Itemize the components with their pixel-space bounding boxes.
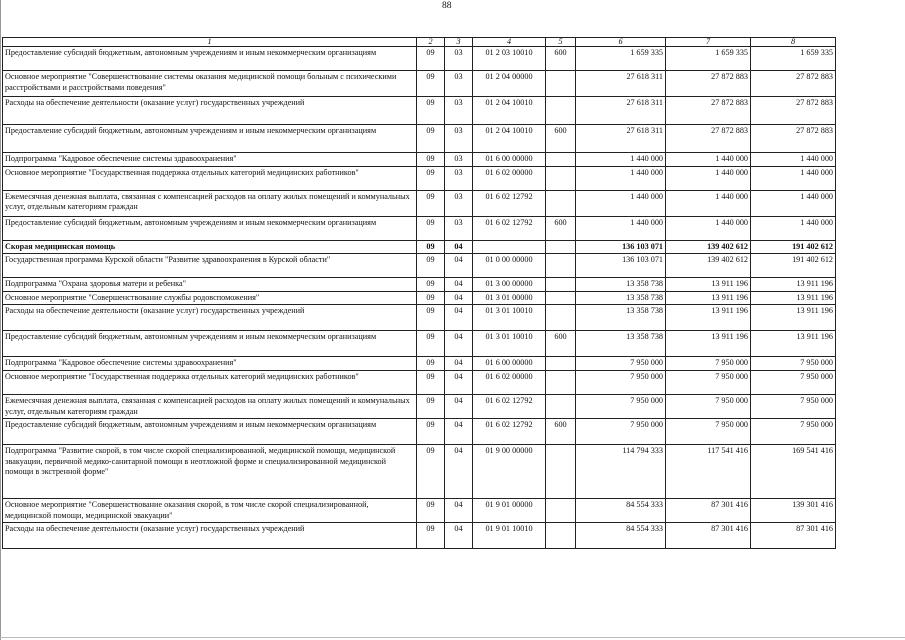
cell-subsection: 04 — [445, 523, 473, 549]
cell-expense-type — [546, 153, 576, 167]
cell-section: 09 — [417, 240, 445, 254]
cell-expense-type — [546, 445, 576, 499]
cell-amount-3: 13 911 196 — [751, 291, 836, 305]
cell-amount-2: 13 911 196 — [666, 305, 751, 331]
cell-amount-3: 27 872 883 — [751, 71, 836, 97]
cell-expense-type — [546, 190, 576, 216]
cell-amount-1: 27 618 311 — [576, 71, 666, 97]
cell-section: 09 — [417, 166, 445, 190]
cell-expense-type — [546, 97, 576, 125]
table-row — [3, 278, 836, 292]
cell-name: Ежемесячная денежная выплата, связанная с компенсацией расходов на оплату жилых помещений и коммунальных услуг, отдельным категориям граждан — [3, 190, 417, 216]
cell-amount-3: 13 911 196 — [751, 305, 836, 331]
cell-target-article: 01 2 04 10010 — [473, 97, 546, 125]
cell-amount-3: 139 301 416 — [751, 499, 836, 523]
cell-amount-1: 13 358 738 — [576, 291, 666, 305]
cell-name: Государственная программа Курской области "Развитие здравоохранения в Курской области" — [3, 254, 417, 278]
cell-subsection: 04 — [445, 445, 473, 499]
cell-subsection: 03 — [445, 216, 473, 240]
cell-amount-1: 136 103 071 — [576, 240, 666, 254]
cell-amount-3: 1 440 000 — [751, 153, 836, 167]
cell-amount-1: 7 950 000 — [576, 419, 666, 445]
cell-section: 09 — [417, 97, 445, 125]
cell-target-article: 01 6 00 00000 — [473, 357, 546, 371]
cell-amount-1: 1 659 335 — [576, 47, 666, 71]
cell-amount-1: 7 950 000 — [576, 357, 666, 371]
table-row — [3, 394, 836, 418]
cell-amount-2: 139 402 612 — [666, 240, 751, 254]
cell-target-article: 01 6 02 12792 — [473, 216, 546, 240]
cell-expense-type: 600 — [546, 331, 576, 357]
cell-name: Ежемесячная денежная выплата, связанная с компенсацией расходов на оплату жилых помещений и коммунальных услуг, отдельным категориям граждан — [3, 394, 417, 418]
header-col-5: 5 — [546, 38, 576, 47]
table-row — [3, 240, 836, 254]
table-row — [3, 499, 836, 523]
cell-expense-type — [546, 394, 576, 418]
cell-amount-3: 191 402 612 — [751, 254, 836, 278]
cell-section: 09 — [417, 125, 445, 153]
header-col-7: 7 — [666, 38, 751, 47]
cell-amount-3: 1 440 000 — [751, 190, 836, 216]
table-row — [3, 47, 836, 71]
cell-amount-2: 87 301 416 — [666, 499, 751, 523]
cell-target-article: 01 3 00 00000 — [473, 278, 546, 292]
cell-subsection: 04 — [445, 357, 473, 371]
cell-target-article: 01 3 01 10010 — [473, 331, 546, 357]
cell-amount-3: 87 301 416 — [751, 523, 836, 549]
table-row — [3, 357, 836, 371]
cell-name: Скорая медицинская помощь — [3, 240, 417, 254]
table-row — [3, 523, 836, 549]
cell-expense-type — [546, 71, 576, 97]
cell-amount-1: 13 358 738 — [576, 278, 666, 292]
cell-expense-type — [546, 499, 576, 523]
cell-amount-2: 13 911 196 — [666, 278, 751, 292]
cell-target-article: 01 6 00 00000 — [473, 153, 546, 167]
cell-amount-2: 1 440 000 — [666, 166, 751, 190]
cell-section: 09 — [417, 370, 445, 394]
cell-target-article: 01 6 02 00000 — [473, 166, 546, 190]
cell-section: 09 — [417, 445, 445, 499]
table-row — [3, 254, 836, 278]
cell-amount-1: 136 103 071 — [576, 254, 666, 278]
cell-section: 09 — [417, 71, 445, 97]
cell-amount-3: 1 440 000 — [751, 216, 836, 240]
cell-target-article: 01 2 04 10010 — [473, 125, 546, 153]
cell-section: 09 — [417, 153, 445, 167]
table-row — [3, 153, 836, 167]
cell-subsection: 03 — [445, 71, 473, 97]
cell-subsection: 03 — [445, 125, 473, 153]
table-row — [3, 125, 836, 153]
cell-expense-type — [546, 166, 576, 190]
header-col-6: 6 — [576, 38, 666, 47]
cell-section: 09 — [417, 499, 445, 523]
table-row — [3, 305, 836, 331]
cell-expense-type — [546, 240, 576, 254]
cell-name: Подпрограмма "Охрана здоровья матери и ребенка" — [3, 278, 417, 292]
cell-amount-1: 7 950 000 — [576, 394, 666, 418]
cell-name: Предоставление субсидий бюджетным, автономным учреждениям и иным некоммерческим организациям — [3, 331, 417, 357]
cell-name: Основное мероприятие "Совершенствование системы оказания медицинской помощи больным с психическими расстройствами и расстройствами поведения" — [3, 71, 417, 97]
header-col-3: 3 — [445, 38, 473, 47]
cell-amount-2: 1 440 000 — [666, 190, 751, 216]
cell-name: Основное мероприятие "Совершенствование оказания скорой, в том числе скорой специализированной, медицинской помощи, медицинской эвакуации" — [3, 499, 417, 523]
cell-amount-2: 27 872 883 — [666, 125, 751, 153]
cell-name: Предоставление субсидий бюджетным, автономным учреждениям и иным некоммерческим организациям — [3, 216, 417, 240]
cell-amount-1: 84 554 333 — [576, 499, 666, 523]
cell-section: 09 — [417, 357, 445, 371]
cell-target-article: 01 9 01 10010 — [473, 523, 546, 549]
cell-expense-type: 600 — [546, 47, 576, 71]
cell-expense-type — [546, 278, 576, 292]
cell-subsection: 04 — [445, 331, 473, 357]
table-row — [3, 166, 836, 190]
cell-subsection: 03 — [445, 97, 473, 125]
cell-section: 09 — [417, 394, 445, 418]
cell-amount-1: 13 358 738 — [576, 331, 666, 357]
table-row — [3, 331, 836, 357]
cell-amount-1: 1 440 000 — [576, 216, 666, 240]
cell-expense-type: 600 — [546, 419, 576, 445]
cell-name: Подпрограмма "Кадровое обеспечение системы здравоохранения" — [3, 153, 417, 167]
cell-amount-2: 13 911 196 — [666, 291, 751, 305]
cell-subsection: 03 — [445, 166, 473, 190]
cell-amount-1: 1 440 000 — [576, 153, 666, 167]
page-edge-left — [0, 0, 1, 640]
table-row — [3, 190, 836, 216]
table-row — [3, 291, 836, 305]
cell-expense-type — [546, 291, 576, 305]
cell-amount-2: 7 950 000 — [666, 370, 751, 394]
cell-target-article: 01 0 00 00000 — [473, 254, 546, 278]
cell-section: 09 — [417, 331, 445, 357]
cell-expense-type — [546, 305, 576, 331]
header-col-1: 1 — [3, 38, 417, 47]
cell-amount-2: 1 659 335 — [666, 47, 751, 71]
cell-name: Подпрограмма "Кадровое обеспечение системы здравоохранения" — [3, 357, 417, 371]
cell-subsection: 03 — [445, 190, 473, 216]
cell-section: 09 — [417, 216, 445, 240]
cell-amount-2: 139 402 612 — [666, 254, 751, 278]
cell-amount-1: 27 618 311 — [576, 97, 666, 125]
cell-subsection: 04 — [445, 305, 473, 331]
cell-section: 09 — [417, 190, 445, 216]
table-row — [3, 71, 836, 97]
cell-name: Расходы на обеспечение деятельности (оказание услуг) государственных учреждений — [3, 523, 417, 549]
cell-target-article — [473, 240, 546, 254]
cell-expense-type — [546, 357, 576, 371]
cell-target-article: 01 6 02 12792 — [473, 419, 546, 445]
cell-subsection: 04 — [445, 278, 473, 292]
cell-amount-1: 1 440 000 — [576, 166, 666, 190]
cell-subsection: 04 — [445, 254, 473, 278]
table-row — [3, 419, 836, 445]
cell-amount-3: 13 911 196 — [751, 278, 836, 292]
cell-subsection: 04 — [445, 394, 473, 418]
cell-section: 09 — [417, 278, 445, 292]
cell-amount-2: 27 872 883 — [666, 97, 751, 125]
cell-name: Подпрограмма "Развитие скорой, в том числе скорой специализированной, медицинской помощи, медицинской эвакуации, первичной медико-санитарной помощи в неотложной форме и специализированной медицинской помощи в экстренной форме" — [3, 445, 417, 499]
table-row — [3, 216, 836, 240]
cell-expense-type — [546, 523, 576, 549]
cell-subsection: 04 — [445, 240, 473, 254]
cell-target-article: 01 3 01 00000 — [473, 291, 546, 305]
cell-target-article: 01 2 04 00000 — [473, 71, 546, 97]
page-number: 88 — [442, 1, 452, 11]
cell-amount-1: 84 554 333 — [576, 523, 666, 549]
cell-amount-3: 27 872 883 — [751, 97, 836, 125]
cell-target-article: 01 3 01 10010 — [473, 305, 546, 331]
cell-amount-3: 1 659 335 — [751, 47, 836, 71]
table-header-row — [3, 38, 836, 47]
cell-section: 09 — [417, 305, 445, 331]
cell-amount-1: 114 794 333 — [576, 445, 666, 499]
table-row — [3, 97, 836, 125]
cell-amount-3: 1 440 000 — [751, 166, 836, 190]
cell-name: Предоставление субсидий бюджетным, автономным учреждениям и иным некоммерческим организациям — [3, 419, 417, 445]
cell-subsection: 04 — [445, 291, 473, 305]
cell-subsection: 04 — [445, 419, 473, 445]
cell-amount-3: 27 872 883 — [751, 125, 836, 153]
cell-section: 09 — [417, 523, 445, 549]
cell-name: Предоставление субсидий бюджетным, автономным учреждениям и иным некоммерческим организациям — [3, 47, 417, 71]
cell-expense-type — [546, 254, 576, 278]
cell-amount-1: 1 440 000 — [576, 190, 666, 216]
cell-target-article: 01 9 01 00000 — [473, 499, 546, 523]
cell-target-article: 01 6 02 12792 — [473, 190, 546, 216]
cell-amount-2: 7 950 000 — [666, 419, 751, 445]
cell-amount-2: 7 950 000 — [666, 357, 751, 371]
cell-target-article: 01 9 00 00000 — [473, 445, 546, 499]
cell-amount-2: 87 301 416 — [666, 523, 751, 549]
budget-table — [2, 37, 836, 549]
cell-subsection: 03 — [445, 153, 473, 167]
cell-amount-3: 7 950 000 — [751, 394, 836, 418]
cell-name: Основное мероприятие "Государственная поддержка отдельных категорий медицинских работников" — [3, 166, 417, 190]
cell-name: Основное мероприятие "Государственная поддержка отдельных категорий медицинских работников" — [3, 370, 417, 394]
cell-amount-3: 7 950 000 — [751, 357, 836, 371]
header-col-8: 8 — [751, 38, 836, 47]
cell-subsection: 04 — [445, 370, 473, 394]
table-row — [3, 370, 836, 394]
cell-target-article: 01 2 03 10010 — [473, 47, 546, 71]
cell-section: 09 — [417, 254, 445, 278]
page-edge-bottom — [0, 637, 905, 638]
header-col-2: 2 — [417, 38, 445, 47]
cell-name: Основное мероприятие "Совершенствование службы родовспоможения" — [3, 291, 417, 305]
cell-amount-2: 7 950 000 — [666, 394, 751, 418]
cell-amount-2: 1 440 000 — [666, 216, 751, 240]
cell-subsection: 03 — [445, 47, 473, 71]
cell-amount-3: 191 402 612 — [751, 240, 836, 254]
cell-amount-1: 27 618 311 — [576, 125, 666, 153]
cell-amount-1: 13 358 738 — [576, 305, 666, 331]
cell-amount-3: 13 911 196 — [751, 331, 836, 357]
cell-name: Расходы на обеспечение деятельности (оказание услуг) государственных учреждений — [3, 97, 417, 125]
table-body — [3, 47, 836, 549]
cell-section: 09 — [417, 47, 445, 71]
cell-name: Расходы на обеспечение деятельности (оказание услуг) государственных учреждений — [3, 305, 417, 331]
cell-target-article: 01 6 02 00000 — [473, 370, 546, 394]
cell-amount-2: 1 440 000 — [666, 153, 751, 167]
cell-expense-type: 600 — [546, 216, 576, 240]
cell-amount-2: 27 872 883 — [666, 71, 751, 97]
cell-amount-3: 7 950 000 — [751, 419, 836, 445]
cell-section: 09 — [417, 291, 445, 305]
header-col-4: 4 — [473, 38, 546, 47]
cell-target-article: 01 6 02 12792 — [473, 394, 546, 418]
cell-expense-type — [546, 370, 576, 394]
cell-subsection: 04 — [445, 499, 473, 523]
cell-amount-3: 7 950 000 — [751, 370, 836, 394]
cell-amount-1: 7 950 000 — [576, 370, 666, 394]
cell-name: Предоставление субсидий бюджетным, автономным учреждениям и иным некоммерческим организациям — [3, 125, 417, 153]
cell-section: 09 — [417, 419, 445, 445]
cell-amount-2: 13 911 196 — [666, 331, 751, 357]
cell-expense-type: 600 — [546, 125, 576, 153]
table-row — [3, 445, 836, 499]
cell-amount-3: 169 541 416 — [751, 445, 836, 499]
cell-amount-2: 117 541 416 — [666, 445, 751, 499]
